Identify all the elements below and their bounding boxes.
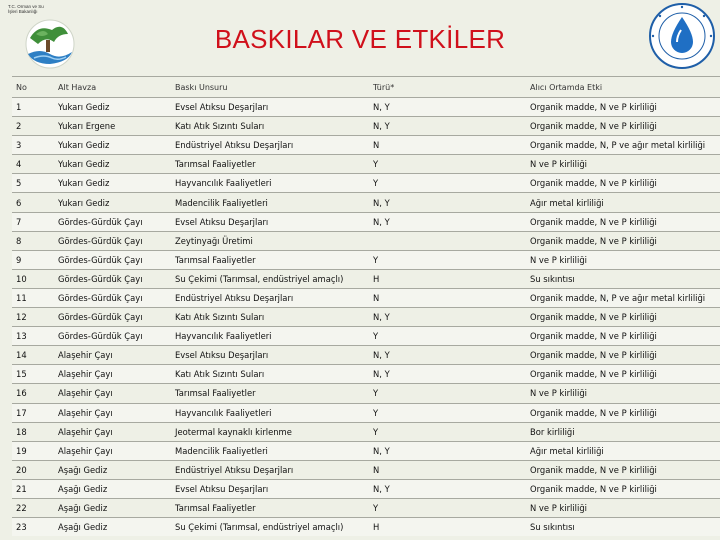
table-row — [12, 441, 720, 460]
effect-cell: Su sıkıntısı — [526, 269, 720, 288]
type-cell: Y — [369, 498, 526, 517]
sub-basin-cell: Aşağı Gediz — [54, 479, 171, 498]
pressure-cell: Endüstriyel Atıksu Deşarjları — [171, 288, 369, 307]
row-number: 21 — [12, 479, 54, 498]
type-cell: N, Y — [369, 346, 526, 365]
pressure-cell: Tarımsal Faaliyetler — [171, 155, 369, 174]
type-cell: Y — [369, 422, 526, 441]
effect-cell: N ve P kirliliği — [526, 384, 720, 403]
type-cell: N — [369, 460, 526, 479]
pressure-cell: Evsel Atıksu Deşarjları — [171, 98, 369, 117]
row-number: 8 — [12, 231, 54, 250]
row-number: 23 — [12, 518, 54, 537]
sub-basin-cell: Gördes-Gürdük Çayı — [54, 288, 171, 307]
row-number: 2 — [12, 117, 54, 136]
column-header-no: No — [12, 77, 54, 98]
type-cell: Y — [369, 403, 526, 422]
sub-basin-cell: Gördes-Gürdük Çayı — [54, 327, 171, 346]
effect-cell: Organik madde, N ve P kirliliği — [526, 308, 720, 327]
table-row — [12, 117, 720, 136]
type-cell: N, Y — [369, 212, 526, 231]
table-row — [12, 365, 720, 384]
column-header-type: Türü* — [369, 77, 526, 98]
sub-basin-cell: Alaşehir Çayı — [54, 346, 171, 365]
pressure-cell: Su Çekimi (Tarımsal, endüstriyel amaçlı) — [171, 518, 369, 537]
pressure-cell: Evsel Atıksu Deşarjları — [171, 346, 369, 365]
sub-basin-cell: Aşağı Gediz — [54, 460, 171, 479]
effect-cell: Organik madde, N ve P kirliliği — [526, 231, 720, 250]
type-cell: Y — [369, 174, 526, 193]
sub-basin-cell: Yukarı Gediz — [54, 155, 171, 174]
row-number: 4 — [12, 155, 54, 174]
sub-basin-cell: Gördes-Gürdük Çayı — [54, 212, 171, 231]
sub-basin-cell: Gördes-Gürdük Çayı — [54, 269, 171, 288]
sub-basin-cell: Yukarı Gediz — [54, 193, 171, 212]
sub-basin-cell: Gördes-Gürdük Çayı — [54, 231, 171, 250]
table-row — [12, 155, 720, 174]
water-drop-seal-icon — [648, 2, 716, 70]
type-cell: Y — [369, 384, 526, 403]
effect-cell: Organik madde, N ve P kirliliği — [526, 98, 720, 117]
table-row — [12, 250, 720, 269]
row-number: 22 — [12, 498, 54, 517]
row-number: 6 — [12, 193, 54, 212]
sub-basin-cell: Alaşehir Çayı — [54, 403, 171, 422]
type-cell: Y — [369, 250, 526, 269]
effect-cell: N ve P kirliliği — [526, 250, 720, 269]
pressure-cell: Hayvancılık Faaliyetleri — [171, 327, 369, 346]
row-number: 17 — [12, 403, 54, 422]
effect-cell: Organik madde, N ve P kirliliği — [526, 327, 720, 346]
table-row — [12, 346, 720, 365]
type-cell: Y — [369, 155, 526, 174]
sub-basin-cell: Yukarı Ergene — [54, 117, 171, 136]
effect-cell: Organik madde, N ve P kirliliği — [526, 479, 720, 498]
effect-cell: Ağır metal kirliliği — [526, 441, 720, 460]
column-header-effect: Alıcı Ortamda Etki — [526, 77, 720, 98]
pressure-cell: Hayvancılık Faaliyetleri — [171, 403, 369, 422]
sub-basin-cell: Yukarı Gediz — [54, 174, 171, 193]
table-row — [12, 288, 720, 307]
row-number: 14 — [12, 346, 54, 365]
table-row — [12, 498, 720, 517]
pressure-cell: Katı Atık Sızıntı Suları — [171, 365, 369, 384]
type-cell: N, Y — [369, 479, 526, 498]
effect-cell: Organik madde, N ve P kirliliği — [526, 174, 720, 193]
effect-cell: Organik madde, N ve P kirliliği — [526, 403, 720, 422]
type-cell: N — [369, 288, 526, 307]
effect-cell: Organik madde, N ve P kirliliği — [526, 346, 720, 365]
row-number: 20 — [12, 460, 54, 479]
type-cell: N, Y — [369, 193, 526, 212]
effect-cell: Bor kirliliği — [526, 422, 720, 441]
sub-basin-cell: Alaşehir Çayı — [54, 441, 171, 460]
table-row — [12, 479, 720, 498]
table-body — [12, 98, 720, 537]
pressure-cell: Endüstriyel Atıksu Deşarjları — [171, 136, 369, 155]
table-row — [12, 136, 720, 155]
table-row — [12, 174, 720, 193]
table-row — [12, 308, 720, 327]
pressure-cell: Tarımsal Faaliyetler — [171, 498, 369, 517]
pressure-cell: Katı Atık Sızıntı Suları — [171, 308, 369, 327]
pressure-cell: Tarımsal Faaliyetler — [171, 250, 369, 269]
sub-basin-cell: Gördes-Gürdük Çayı — [54, 308, 171, 327]
effect-cell: N ve P kirliliği — [526, 498, 720, 517]
effect-cell: Organik madde, N, P ve ağır metal kirliliği — [526, 136, 720, 155]
table-row — [12, 403, 720, 422]
row-number: 18 — [12, 422, 54, 441]
row-number: 7 — [12, 212, 54, 231]
row-number: 3 — [12, 136, 54, 155]
row-number: 19 — [12, 441, 54, 460]
pressure-cell: Madencilik Faaliyetleri — [171, 441, 369, 460]
column-header-pressure: Baskı Unsuru — [171, 77, 369, 98]
row-number: 16 — [12, 384, 54, 403]
table-row — [12, 384, 720, 403]
type-cell: N, Y — [369, 98, 526, 117]
sub-basin-cell: Alaşehir Çayı — [54, 422, 171, 441]
sub-basin-cell: Alaşehir Çayı — [54, 365, 171, 384]
row-number: 12 — [12, 308, 54, 327]
type-cell: H — [369, 518, 526, 537]
sub-basin-cell: Aşağı Gediz — [54, 498, 171, 517]
table-row — [12, 327, 720, 346]
effect-cell: Organik madde, N, P ve ağır metal kirliliği — [526, 288, 720, 307]
sub-basin-cell: Yukarı Gediz — [54, 136, 171, 155]
row-number: 10 — [12, 269, 54, 288]
table-row — [12, 98, 720, 117]
pressure-cell: Evsel Atıksu Deşarjları — [171, 212, 369, 231]
pressure-cell: Madencilik Faaliyetleri — [171, 193, 369, 212]
page-title: BASKILAR VE ETKİLER — [214, 24, 506, 54]
type-cell: N, Y — [369, 365, 526, 384]
table-header-row — [12, 77, 720, 98]
row-number: 9 — [12, 250, 54, 269]
effect-cell: Organik madde, N ve P kirliliği — [526, 212, 720, 231]
pressure-cell: Endüstriyel Atıksu Deşarjları — [171, 460, 369, 479]
table-row — [12, 269, 720, 288]
effect-cell: Su sıkıntısı — [526, 518, 720, 537]
type-cell: N, Y — [369, 117, 526, 136]
type-cell: N — [369, 136, 526, 155]
pressure-cell: Jeotermal kaynaklı kirlenme — [171, 422, 369, 441]
row-number: 13 — [12, 327, 54, 346]
type-cell: N, Y — [369, 441, 526, 460]
table-row — [12, 231, 720, 250]
row-number: 15 — [12, 365, 54, 384]
sub-basin-cell: Yukarı Gediz — [54, 98, 171, 117]
effect-cell: Organik madde, N ve P kirliliği — [526, 365, 720, 384]
pressure-cell: Katı Atık Sızıntı Suları — [171, 117, 369, 136]
column-header-sub-basin: Alt Havza — [54, 77, 171, 98]
pressure-cell: Tarımsal Faaliyetler — [171, 384, 369, 403]
slide-header — [0, 0, 720, 78]
type-cell: Y — [369, 327, 526, 346]
institution-seal — [648, 2, 716, 70]
table-row — [12, 422, 720, 441]
table-row — [12, 518, 720, 537]
type-cell: H — [369, 269, 526, 288]
effect-cell: Organik madde, N ve P kirliliği — [526, 117, 720, 136]
pressure-cell: Zeytinyağı Üretimi — [171, 231, 369, 250]
sub-basin-cell: Gördes-Gürdük Çayı — [54, 250, 171, 269]
pressures-table — [12, 76, 720, 536]
row-number: 1 — [12, 98, 54, 117]
table-row — [12, 212, 720, 231]
row-number: 5 — [12, 174, 54, 193]
pressure-cell: Hayvancılık Faaliyetleri — [171, 174, 369, 193]
sub-basin-cell: Aşağı Gediz — [54, 518, 171, 537]
sub-basin-cell: Alaşehir Çayı — [54, 384, 171, 403]
table-row — [12, 193, 720, 212]
effect-cell: Ağır metal kirliliği — [526, 193, 720, 212]
pressure-cell: Evsel Atıksu Deşarjları — [171, 479, 369, 498]
pressure-cell: Su Çekimi (Tarımsal, endüstriyel amaçlı) — [171, 269, 369, 288]
type-cell: N, Y — [369, 308, 526, 327]
type-cell — [369, 231, 526, 250]
ministry-name: T.C. Orman ve Su İşleri Bakanlığı — [8, 4, 44, 14]
effect-cell: Organik madde, N ve P kirliliği — [526, 460, 720, 479]
row-number: 11 — [12, 288, 54, 307]
table-row — [12, 460, 720, 479]
effect-cell: N ve P kirliliği — [526, 155, 720, 174]
